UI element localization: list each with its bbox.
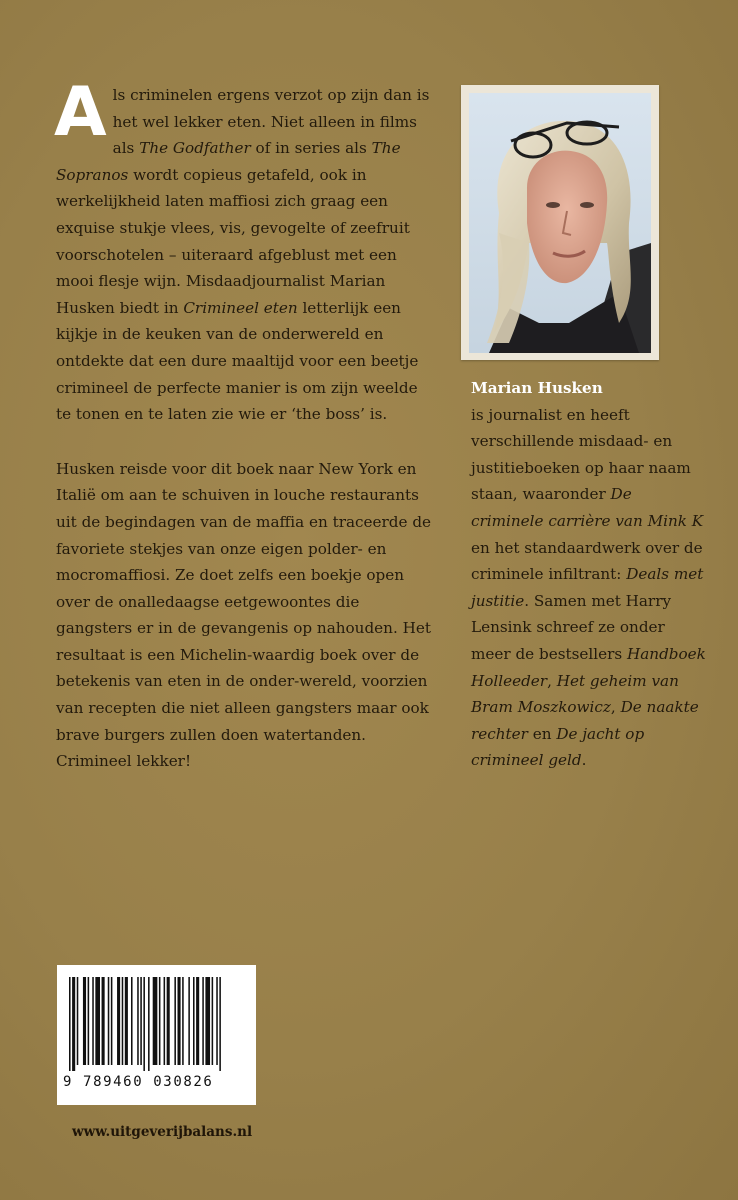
barcode-bar <box>140 977 142 1065</box>
italic-title: Deals met justitie <box>471 565 704 610</box>
barcode-bar <box>174 977 176 1065</box>
text-run: of in series als <box>250 139 372 158</box>
barcode-bar <box>148 977 150 1071</box>
italic-title: Het geheim van Bram Moszkowicz <box>471 671 679 717</box>
publisher-website: www.uitgeverijbalans.nl <box>72 1124 253 1140</box>
barcode-bar <box>202 977 204 1065</box>
barcode-bar <box>102 977 105 1065</box>
barcode-bar <box>111 977 113 1065</box>
barcode-bar <box>153 977 158 1065</box>
barcode-bar <box>83 977 86 1065</box>
author-bio <box>471 375 706 774</box>
italic-title: Handboek Holleeder <box>471 644 706 690</box>
barcode-bar <box>216 977 218 1065</box>
text-run: , <box>547 671 557 690</box>
barcode-bar <box>95 977 100 1065</box>
isbn-number: 9 789460 030826 <box>63 1074 214 1090</box>
barcode-bar <box>88 977 90 1065</box>
barcode-bar <box>182 977 184 1065</box>
barcode-bar <box>167 977 170 1065</box>
author-bio-text <box>471 406 706 770</box>
italic-title: De jacht op crimineel geld <box>471 724 645 770</box>
text-run: wordt copieus getafeld, ook in werkelijkheid laten maffiosi zich graag een exquise stukje vlees, vis, gevogelte of zeefruit voorschotelen – uiteraard afgeblust met een mooi flesje wijn. Misdaadjournalist Marian Husken biedt in <box>56 165 410 317</box>
italic-title: De criminele carrière van Mink K <box>471 485 704 530</box>
barcode-bar <box>159 977 161 1065</box>
barcode-bars <box>67 977 247 1071</box>
barcode-bar <box>122 977 124 1065</box>
barcode-bar <box>108 977 110 1065</box>
text-run: en <box>527 724 557 743</box>
text-run: letterlijk een kijkje in de keuken van de onderwereld en ontdekte dat een dure maaltijd voor een beetje crimineel de perfecte manier is om zijn weelde te tonen en te laten zie wie er ‘the boss’ is. <box>56 298 419 424</box>
barcode-bar <box>219 977 221 1071</box>
barcode-bar <box>137 977 139 1065</box>
text-run: . <box>581 751 587 770</box>
barcode-bar <box>131 977 133 1065</box>
italic-title: The Godfather <box>139 139 251 158</box>
text-run: en het standaardwerk over de criminele infiltrant: <box>471 538 703 584</box>
barcode-bar <box>77 977 79 1065</box>
author-portrait-image <box>469 93 651 353</box>
barcode-bar <box>125 977 128 1065</box>
blurb-paragraph-2 <box>56 456 436 775</box>
barcode-bar <box>143 977 145 1071</box>
italic-title: The Sopranos <box>56 139 401 184</box>
text-run: is journalist en heeft verschillende misdaad- en justitieboeken op haar naam staan, waaronder <box>471 405 691 504</box>
drop-cap: A <box>54 73 107 152</box>
barcode-bar <box>117 977 120 1065</box>
text-run: ls criminelen ergens verzot op zijn dan is het wel lekker eten. Niet alleen in films als <box>112 86 430 158</box>
barcode-bar <box>212 977 214 1065</box>
barcode-bar <box>205 977 210 1065</box>
blurb-column <box>54 73 436 775</box>
barcode-bar <box>72 977 75 1071</box>
isbn-barcode <box>57 965 256 1105</box>
barcode-bar <box>164 977 166 1065</box>
italic-title: Crimineel eten <box>183 298 298 317</box>
barcode-bar <box>193 977 195 1065</box>
barcode-bar <box>69 977 71 1071</box>
author-photo <box>461 85 659 360</box>
blurb-paragraph-1 <box>54 73 436 428</box>
barcode-bar <box>188 977 190 1065</box>
text-run: . Samen met Harry Lensink schreef ze onder meer de bestsellers <box>471 591 672 663</box>
barcode-bar <box>196 977 199 1065</box>
italic-title: De naakte rechter <box>471 698 699 743</box>
blurb-paragraph-1-text <box>54 73 430 424</box>
barcode-bar <box>178 977 181 1065</box>
barcode-bar <box>92 977 94 1065</box>
text-run: , <box>610 698 621 717</box>
author-name: Marian Husken <box>471 379 603 397</box>
text-run: Husken reisde voor dit boek naar New York en Italië om aan te schuiven in louche restaurants uit de begindagen van de maffia en traceerde de favoriete stekjes van onze eigen polder- en mocromaffiosi. Ze doet zelfs een boekje open over de onalledaagse eetgewoontes die gangsters er in de gevangenis op nahouden. Het resultaat is een Michelin-waardig boek over de betekenis van eten in de onder-wereld, voorzien van recepten die niet alleen gangsters maar ook brave burgers zullen doen watertanden. Crimineel lekker! <box>56 459 432 771</box>
